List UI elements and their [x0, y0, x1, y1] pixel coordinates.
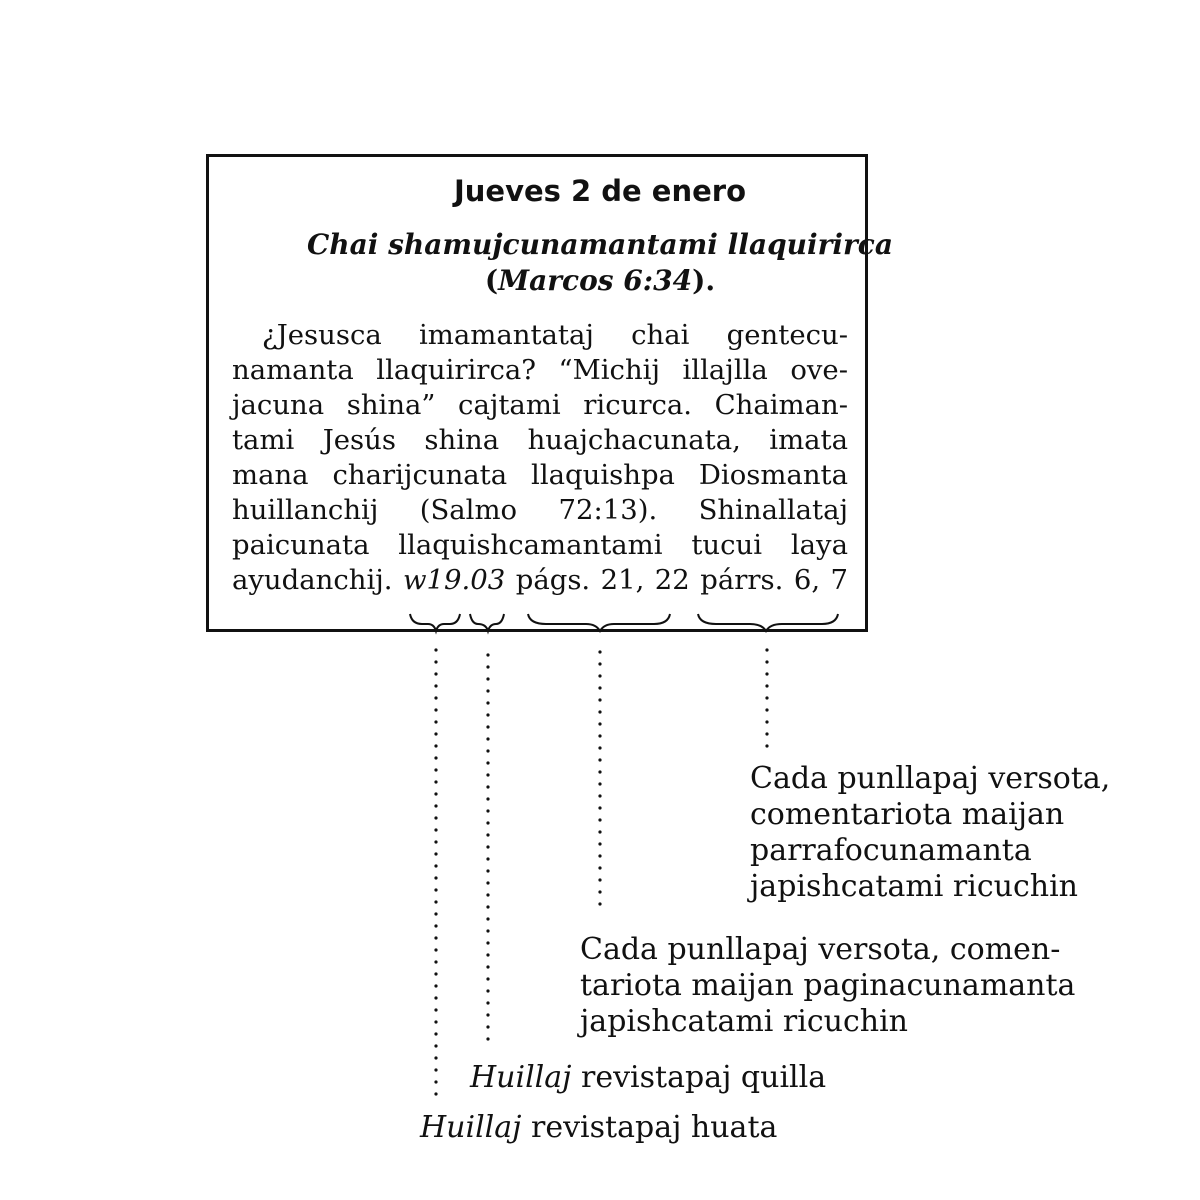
paragraph-line: namanta llaquirirca? “Michij illajlla ove-	[232, 354, 848, 386]
paragraph-line: mana charijcunata llaquishpa Diosmanta	[232, 459, 848, 491]
ref-pages: págs. 21, 22	[515, 564, 690, 596]
ref-issue: .03	[461, 564, 506, 596]
brace-paragraphs	[698, 614, 838, 631]
paragraphs-annotation: Cada punllapaj versota, comentariota maijan parrafocunamanta japishcatami ricuchin	[750, 761, 1111, 904]
ref-paragraphs: párrs. 6, 7	[700, 564, 849, 596]
reference-line: ayudanchij. w19.03 págs. 21, 22 párrs. 6, 7	[232, 564, 849, 596]
theme-scripture-text: Chai shamujcunamantami llaquirirca	[307, 228, 893, 261]
brace-year	[410, 614, 460, 631]
pages-annotation: Cada punllapaj versota, comen- tariota maijan paginacunamanta japishcatami ricuchin	[580, 932, 1076, 1039]
paragraph-line: ¿Jesusca imamantataj chai gentecu-	[262, 319, 848, 351]
paragraph-line: paicunata llaquishcamantami tucui laya	[232, 529, 848, 561]
year-annotation: Huillaj revistapaj huata	[420, 1110, 778, 1145]
scripture-reference: Marcos 6:34	[498, 264, 693, 297]
brace-pages	[528, 614, 670, 631]
paragraph-line: huillanchij (Salmo 72:13). Shinallataj	[232, 494, 848, 526]
ref-magazine: w19	[402, 564, 462, 596]
brace-month	[470, 614, 504, 631]
paragraph-line: tami Jesús shina huajchacunata, imata	[232, 424, 848, 456]
month-annotation: Huillaj revistapaj quilla	[470, 1060, 827, 1095]
paragraph-line: jacuna shina” cajtami ricurca. Chaiman-	[232, 389, 848, 421]
date-heading: Jueves 2 de enero	[453, 174, 747, 208]
theme-scripture-citation: (Marcos 6:34).	[484, 264, 716, 297]
